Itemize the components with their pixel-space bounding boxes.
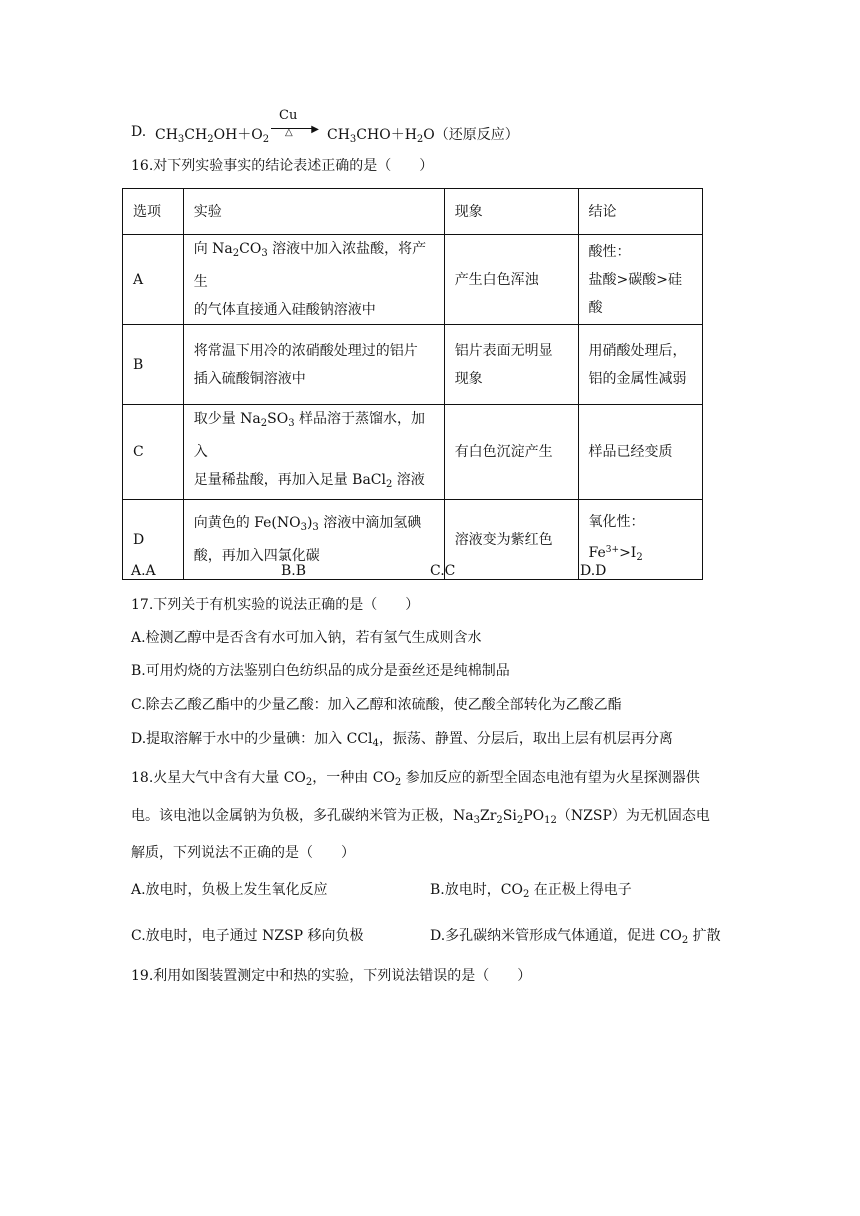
q18-stem-line1: 18.火星大气中含有大量 $CO_2$，一种由 $CO_2$ 参加反应的新型全固态电池有望为火星探测器供 (131, 770, 700, 788)
row-phenomenon: 有白色沉淀产生 (444, 405, 578, 500)
header-conclusion: 结论 (578, 189, 702, 235)
q18-option-c[interactable]: C.放电时，电子通过 NZSP 移向负极 (131, 928, 364, 944)
q18-option-d[interactable]: D.多孔碳纳米管形成气体通道，促进 $CO_2$ 扩散 (430, 928, 721, 946)
q17-option-a[interactable]: A.检测乙醇中是否含有水可加入钠，若有氢气生成则含水 (131, 630, 482, 646)
table-header-row (123, 189, 703, 235)
q16-choice-d[interactable]: D.D (580, 563, 607, 579)
row-conclusion: 用硝酸处理后， 铝的金属性减弱 (578, 325, 702, 405)
table-row (123, 325, 703, 405)
row-phenomenon: 产生白色浑浊 (444, 235, 578, 325)
row-option: D (123, 500, 184, 580)
row-phenomenon: 溶液变为紫红色 (444, 500, 578, 580)
q17-stem: 17.下列关于有机实验的说法正确的是（ ） (131, 597, 420, 613)
row-option: C (123, 405, 184, 500)
header-experiment: 实验 (183, 189, 444, 235)
q19-stem: 19.利用如图装置测定中和热的实验，下列说法错误的是（ ） (131, 968, 532, 984)
table-row (123, 235, 703, 325)
row-experiment: 向黄色的 $Fe(NO_3)_3$ 溶液中滴加氢碘 酸，再加入四氯化碳 (183, 500, 444, 580)
reaction-arrow (271, 108, 319, 144)
catalyst-label: Cu (279, 108, 298, 123)
row-conclusion: 氧化性：$Fe^{3+}>I_2$ (578, 500, 702, 580)
row-experiment: 向 $Na_2CO_3$ 溶液中加入浓盐酸，将产生 的气体直接通入硅酸钠溶液中 (183, 235, 444, 325)
header-option: 选项 (123, 189, 184, 235)
header-phenomenon: 现象 (444, 189, 578, 235)
q18-option-b[interactable]: B.放电时，$CO_2$ 在正极上得电子 (430, 882, 632, 900)
q15d-reactants: $CH_3CH_2OH+O_2$ (155, 127, 270, 145)
row-option: A (123, 235, 184, 325)
q18-stem-line3: 解质，下列说法不正确的是（ ） (131, 845, 355, 861)
row-phenomenon: 铝片表面无明显 现象 (444, 325, 578, 405)
row-conclusion: 样品已经变质 (578, 405, 702, 500)
table-row (123, 500, 703, 580)
q18-option-a[interactable]: A.放电时，负极上发生氧化反应 (131, 882, 328, 898)
q17-option-b[interactable]: B.可用灼烧的方法鉴别白色纺织品的成分是蚕丝还是纯棉制品 (131, 663, 510, 679)
row-conclusion: 酸性： 盐酸>碳酸>硅酸 (578, 235, 702, 325)
q15d-prefix: D. (131, 124, 147, 140)
heat-triangle-icon: △ (285, 127, 293, 138)
q16-choice-a[interactable]: A.A (131, 563, 156, 579)
q15d-products: $CH_3CHO+H_2O$（还原反应） (327, 127, 519, 145)
q16-table (122, 188, 703, 580)
row-experiment: 将常温下用冷的浓硝酸处理过的铝片 插入硫酸铜溶液中 (183, 325, 444, 405)
q18-stem-line2: 电。该电池以金属钠为负极，多孔碳纳米管为正极，$Na_3Zr_2Si_2PO_{12}(NZSP)$为无机固态电 (131, 808, 710, 826)
q16-choice-c[interactable]: C.C (430, 563, 456, 579)
q17-option-d[interactable]: D.提取溶解于水中的少量碘：加入 CCl$_4$，振荡、静置、分层后，取出上层有机层再分离 (131, 731, 673, 749)
row-option: B (123, 325, 184, 405)
q17-option-c[interactable]: C.除去乙酸乙酯中的少量乙酸：加入乙醇和浓硫酸，使乙酸全部转化为乙酸乙酯 (131, 697, 622, 713)
arrow-head-icon: ▶ (311, 124, 319, 135)
q16-stem: 16.对下列实验事实的结论表述正确的是（ ） (131, 158, 434, 174)
row-experiment: 取少量 $Na_2SO_3$ 样品溶于蒸馏水，加入 足量稀盐酸，再加入足量 BaCl$_2$ 溶液 (183, 405, 444, 500)
table-row (123, 405, 703, 500)
q16-choice-b[interactable]: B.B (281, 563, 307, 579)
